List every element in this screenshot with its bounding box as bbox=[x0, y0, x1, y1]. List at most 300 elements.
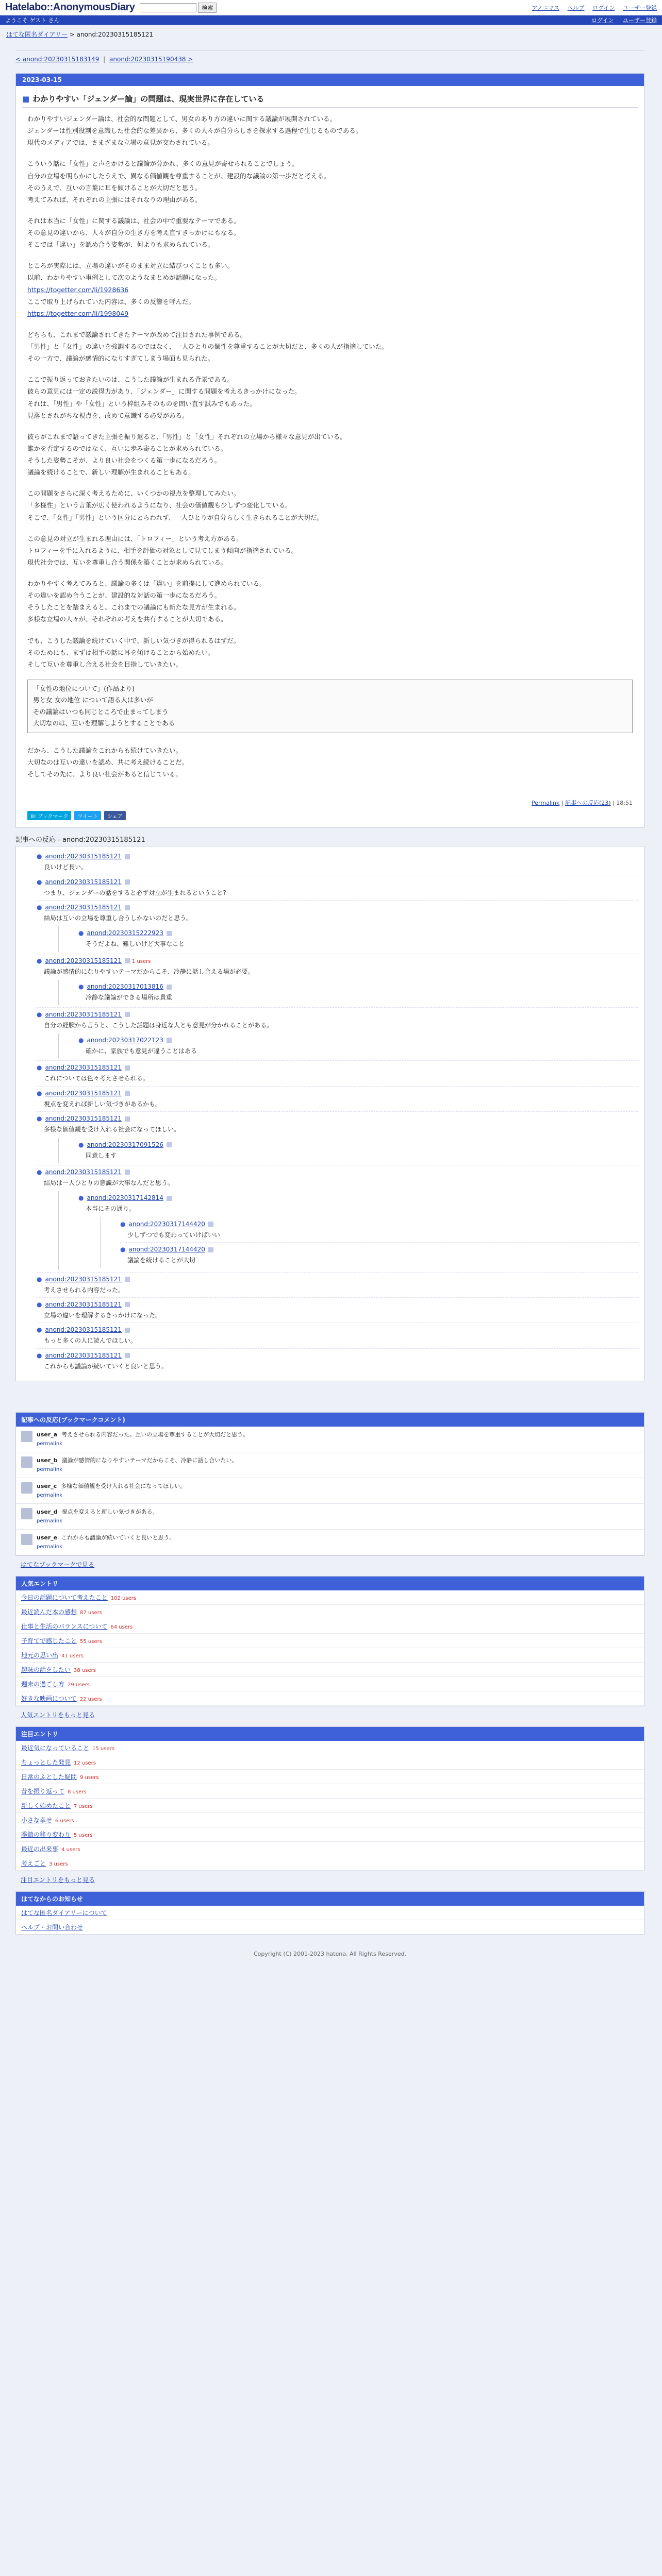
bullet-icon: ● bbox=[78, 1141, 84, 1148]
bullet-icon: ● bbox=[78, 983, 84, 991]
user-avatar[interactable] bbox=[21, 1456, 32, 1468]
comment-link[interactable]: anond:20230315185121 bbox=[45, 1089, 122, 1097]
comment-body: 立場の違いを理解するきっかけになった。 bbox=[44, 1311, 162, 1319]
comment-body: 結局は一人ひとりの意識が大事なんだと思う。 bbox=[44, 1179, 174, 1187]
comment-link[interactable]: anond:20230315185121 bbox=[45, 1351, 122, 1359]
breadcrumb bbox=[0, 25, 662, 44]
notable-item bbox=[16, 1784, 644, 1799]
body-line: その一方で、議論が感情的になりすぎてしまう場面も見られた。 bbox=[27, 354, 214, 363]
comment-title bbox=[37, 1301, 638, 1308]
comment-title bbox=[78, 983, 638, 990]
body-line: それは本当に「女性」に関する議論は、社会の中で重要なテーマである。 bbox=[27, 216, 240, 225]
bookmark-user[interactable]: user_d bbox=[37, 1509, 58, 1516]
comment-link[interactable]: anond:20230315185121 bbox=[45, 957, 122, 964]
body-line: 彼らがこれまで語ってきた主張を振り返ると、「男性」と「女性」それぞれの立場から様々な意見が出ている。 bbox=[27, 432, 346, 440]
bookmark-meta[interactable]: permalink bbox=[37, 1518, 62, 1524]
user-count[interactable]: 12 users bbox=[74, 1760, 96, 1767]
breadcrumb-current: anond:20230315185121 bbox=[76, 31, 154, 38]
comment-title bbox=[37, 1168, 638, 1176]
notable-link[interactable]: 最近気になっていること bbox=[21, 1744, 90, 1752]
comment-title bbox=[78, 929, 638, 937]
body-line: この意見の対立が生まれる理由には、「トロフィー」という考え方がある。 bbox=[27, 534, 243, 543]
bullet-icon: ● bbox=[120, 1220, 126, 1228]
body-line: そして互いを尊重し合える社会を目指していきたい。 bbox=[27, 660, 183, 668]
share-row bbox=[16, 811, 644, 827]
comment bbox=[37, 875, 638, 900]
popular-more-link[interactable]: 人気エントリをもっと見る bbox=[21, 1711, 95, 1719]
bookmark-icon[interactable] bbox=[167, 985, 172, 990]
body-line: でも、こうした議論を続けていく中で、新しい気づきが得られるはずだ。 bbox=[27, 636, 240, 645]
notable-item bbox=[16, 1741, 644, 1755]
popular-link[interactable]: 趣味の話をしたい bbox=[21, 1666, 71, 1674]
about-item[interactable] bbox=[16, 1906, 644, 1920]
comment-title bbox=[37, 904, 638, 911]
notable-more-link[interactable]: 注目エントリをもっと見る bbox=[21, 1876, 95, 1884]
comment-body: もっと多くの人に読んでほしい。 bbox=[44, 1337, 137, 1345]
user-count[interactable]: 102 users bbox=[110, 1596, 137, 1602]
comment bbox=[37, 954, 638, 1007]
body-line: 考えてみれば、それぞれの主張にはそれなりの理由がある。 bbox=[27, 195, 202, 204]
bookmark-icon[interactable] bbox=[125, 854, 130, 859]
bookmark-icon[interactable] bbox=[125, 1277, 130, 1282]
body-line: 現代社会では、互いを尊重し合う関係を築くことが求められている。 bbox=[27, 558, 227, 566]
about-box bbox=[15, 1891, 644, 1935]
about-link-0[interactable]: はてな匿名ダイアリーについて bbox=[21, 1909, 107, 1917]
notable-link[interactable]: 考えごと bbox=[21, 1860, 46, 1868]
entry-title bbox=[22, 93, 638, 108]
body-line: わかりやすく考えてみると、議論の多くは「違い」を前提にして進められている。 bbox=[27, 580, 266, 587]
comment-body: 本当にその通り。 bbox=[86, 1205, 136, 1213]
comment-link[interactable]: anond:20230317144420 bbox=[128, 1220, 205, 1228]
body-line: 「多様性」という言葉が広く使われるようになり、社会の価値観も少しずつ変化している。 bbox=[27, 501, 292, 510]
bookmark-icon[interactable] bbox=[125, 1091, 130, 1096]
comment-replies bbox=[58, 980, 638, 1005]
comment-link[interactable]: anond:20230315185121 bbox=[45, 904, 122, 911]
body-line: わかりやすいジェンダー論は、社会的な問題として、男女のあり方の違いに関する議論が展開されている。 bbox=[27, 115, 337, 123]
comment-replies bbox=[58, 926, 638, 951]
comment bbox=[120, 1217, 638, 1242]
bullet-icon: ● bbox=[37, 853, 42, 860]
notable-link[interactable]: 小さな幸せ bbox=[21, 1817, 53, 1824]
user-count[interactable]: 29 users bbox=[68, 1682, 90, 1688]
bookmark-meta[interactable]: permalink bbox=[37, 1440, 62, 1447]
closing-paragraph bbox=[27, 744, 633, 780]
bookmark-meta[interactable]: permalink bbox=[37, 1466, 62, 1472]
bookmark-user[interactable]: user_c bbox=[37, 1483, 57, 1490]
bullet-icon: ● bbox=[37, 957, 42, 964]
about-item[interactable] bbox=[16, 1920, 644, 1935]
body-paragraph bbox=[27, 260, 633, 319]
bookmark-icon[interactable] bbox=[167, 1142, 172, 1147]
notable-item bbox=[16, 1799, 644, 1813]
entry-anchor-icon[interactable]: ■ bbox=[22, 94, 30, 104]
popular-link[interactable]: 今日の話題について考えたこと bbox=[21, 1594, 108, 1602]
comment-link[interactable]: anond:20230315185121 bbox=[45, 1064, 122, 1072]
popular-title: 人気エントリ bbox=[16, 1577, 644, 1590]
bullet-icon: ● bbox=[120, 1246, 126, 1253]
notable-link[interactable]: 最近の出来事 bbox=[21, 1845, 59, 1853]
popular-item bbox=[16, 1691, 644, 1706]
closing-line: 大切なのは互いの違いを認め、共に考え続けることだ。 bbox=[27, 758, 189, 766]
body-line: トロフィーを手に入れるように、相手を評価の対象として見てしまう傾向が指摘されている。 bbox=[27, 546, 298, 554]
bookmark-icon[interactable] bbox=[125, 1328, 130, 1333]
body-paragraph bbox=[27, 578, 633, 625]
quote-line: 「女性の地位について」(作品より) bbox=[33, 684, 135, 692]
body-line: そのためにも、まずは相手の話に耳を傾けることから始めたい。 bbox=[27, 648, 214, 656]
body-line: ところが実際には、立場の違いがそのまま対立に結びつくことも多い。 bbox=[27, 262, 234, 270]
comment-replies bbox=[58, 1191, 638, 1269]
user-avatar[interactable] bbox=[21, 1534, 32, 1545]
comment bbox=[78, 1191, 638, 1269]
popular-item bbox=[16, 1605, 644, 1619]
user-count[interactable]: 87 users bbox=[80, 1610, 102, 1616]
bookmark-icon[interactable] bbox=[167, 931, 172, 936]
body-paragraph bbox=[27, 215, 633, 250]
comment-title bbox=[37, 1115, 638, 1122]
body-paragraph bbox=[27, 374, 633, 421]
body-paragraph bbox=[27, 431, 633, 479]
bookmark-user[interactable]: user_b bbox=[37, 1457, 58, 1464]
permalink-link[interactable]: Permalink bbox=[532, 800, 560, 807]
hatena-bookmark-button[interactable]: B! ブックマーク bbox=[27, 811, 71, 820]
user-avatar[interactable] bbox=[21, 1482, 32, 1494]
user-count[interactable]: 3 users bbox=[49, 1861, 68, 1868]
about-title: はてなからのお知らせ bbox=[16, 1892, 644, 1906]
top-link-help[interactable]: ヘルプ bbox=[567, 4, 585, 11]
comment-title bbox=[37, 878, 638, 886]
comment bbox=[78, 926, 638, 951]
tweet-button[interactable]: ツイート bbox=[74, 811, 101, 820]
user-count[interactable]: 7 users bbox=[74, 1804, 93, 1810]
top-bar bbox=[0, 0, 662, 15]
comment bbox=[37, 1060, 638, 1086]
bullet-icon: ● bbox=[78, 1036, 84, 1044]
notable-item bbox=[16, 1856, 644, 1871]
body-paragraph bbox=[27, 635, 633, 670]
comment-body: 結局は互いの立場を尊重し合うしかないのだと思う。 bbox=[44, 914, 193, 922]
bookmark-item bbox=[16, 1530, 644, 1555]
search-input[interactable] bbox=[140, 3, 196, 12]
welcome-text: ようこそ ゲスト さん bbox=[5, 17, 60, 24]
comment-title bbox=[37, 1352, 638, 1359]
body-line: 見落とされがちな視点を、改めて意識する必要がある。 bbox=[27, 411, 189, 419]
site-logo[interactable]: Hatelabo::AnonymousDiary bbox=[5, 2, 135, 13]
body-line: そのうえで、互いの言葉に耳を傾けることが大切だと思う。 bbox=[27, 183, 202, 192]
body-paragraph bbox=[27, 533, 633, 568]
comment bbox=[37, 1348, 638, 1374]
body-line: 以前、わかりやすい事例として次のようなまとめが話題になった。 bbox=[27, 274, 221, 282]
notable-link[interactable]: 昔を振り返って bbox=[21, 1788, 65, 1795]
user-count[interactable]: 9 users bbox=[80, 1775, 99, 1781]
bookmark-icon[interactable] bbox=[125, 1012, 130, 1017]
bookmark-text: 議論が感情的になりやすいテーマだからこそ、冷静に話し合いたい。 bbox=[61, 1457, 238, 1464]
popular-link[interactable]: 週末の過ごし方 bbox=[21, 1681, 65, 1688]
bookmark-icon[interactable] bbox=[167, 1038, 172, 1043]
comment-link[interactable]: anond:20230317091526 bbox=[87, 1141, 163, 1148]
body-line: 「男性」と「女性」の違いを強調するのではなく、一人ひとりの個性を尊重することが大切だと、多くの人が指摘していた。 bbox=[27, 343, 388, 350]
body-line: そうしたことを踏まえると、これまでの議論にも新たな見方が生まれる。 bbox=[27, 603, 240, 612]
user-count[interactable]: 8 users bbox=[68, 1789, 87, 1795]
bookmark-meta[interactable]: permalink bbox=[37, 1544, 62, 1550]
about-link-1[interactable]: ヘルプ・お問い合わせ bbox=[21, 1924, 84, 1931]
comment bbox=[120, 1242, 638, 1267]
body-paragraph bbox=[27, 487, 633, 523]
comment-body: 視点を変えれば新しい気づきがあるかも。 bbox=[44, 1100, 162, 1108]
popular-link[interactable]: 地元の思い出 bbox=[21, 1652, 59, 1659]
comment-link[interactable]: anond:20230315185121 bbox=[45, 1168, 122, 1176]
comment bbox=[37, 1272, 638, 1297]
entry-body bbox=[16, 113, 644, 794]
body-line: 現代のメディアでは、さまざまな立場の意見が交わされている。 bbox=[27, 139, 214, 147]
body-line: こういう話に「女性」と声をかけると議論が分かれ、多くの意見が寄せられることでしょう。 bbox=[27, 160, 299, 168]
bullet-icon: ● bbox=[37, 1351, 42, 1359]
comments-section-title: 記事への反応 - anond:20230315185121 bbox=[15, 836, 145, 844]
popular-link[interactable]: 好きな映画について bbox=[21, 1695, 77, 1703]
bookmark-user[interactable]: user_e bbox=[37, 1534, 58, 1541]
notable-item bbox=[16, 1827, 644, 1842]
nav-login[interactable]: ログイン bbox=[591, 17, 614, 24]
users-badge[interactable]: 1 users bbox=[131, 958, 151, 964]
bullet-icon: ● bbox=[78, 929, 84, 937]
comment-body: 考えさせられる内容だった。 bbox=[44, 1286, 125, 1294]
bullet-icon: ● bbox=[37, 878, 42, 886]
comment-replies bbox=[58, 1138, 638, 1163]
breadcrumb-home[interactable]: はてな匿名ダイアリー bbox=[6, 31, 68, 38]
comment-body: 自分の経験から言うと、こうした話題は身近な人とも意見が分かれることがある。 bbox=[44, 1021, 273, 1029]
comment-body: 少しずつでも変わっていけばいい bbox=[127, 1231, 220, 1239]
bookmark-icon[interactable] bbox=[125, 1116, 130, 1122]
bullet-icon: ● bbox=[37, 1089, 42, 1097]
body-line: ここで振り返っておきたいのは、こうした議論が生まれる背景である。 bbox=[27, 376, 234, 384]
quote-line: 大切なのは、互いを理解しようとすることである bbox=[33, 719, 175, 727]
comment bbox=[37, 900, 638, 954]
comment bbox=[37, 1111, 638, 1165]
nav-bar bbox=[0, 15, 662, 25]
user-count[interactable]: 15 users bbox=[92, 1746, 114, 1752]
body-line: ジェンダーは性別役割を意識した社会的な差異から、多くの人々が自分らしさを探求する過程で生じるものである。 bbox=[27, 127, 362, 135]
day-date: 2023-03-15 bbox=[16, 74, 644, 86]
entry-time: 18:51 bbox=[616, 800, 633, 807]
bullet-icon: ● bbox=[37, 1064, 42, 1072]
popular-item bbox=[16, 1590, 644, 1605]
bookmark-icon[interactable] bbox=[125, 1353, 130, 1358]
user-count[interactable]: 38 users bbox=[74, 1668, 96, 1674]
bookmark-icon[interactable] bbox=[208, 1247, 213, 1252]
closing-line: だから、こうした議論をこれからも続けていきたい。 bbox=[27, 746, 183, 754]
body-line: 誰かを否定するのではなく、互いに歩み寄ることが求められている。 bbox=[27, 444, 227, 452]
user-count[interactable]: 64 users bbox=[110, 1624, 133, 1631]
user-avatar[interactable] bbox=[21, 1431, 32, 1442]
bookmark-icon[interactable] bbox=[125, 1065, 130, 1071]
bookmark-icon[interactable] bbox=[125, 1170, 130, 1175]
notable-link[interactable]: 日常のふとした疑問 bbox=[21, 1773, 77, 1781]
comment-body: つまり、ジェンダーの話をすると必ず対立が生まれるということ? bbox=[44, 889, 226, 896]
search-button[interactable]: 検索 bbox=[198, 3, 217, 13]
notable-link[interactable]: ちょっとした発見 bbox=[21, 1759, 71, 1767]
notable-link[interactable]: 季節の移り変わり bbox=[21, 1831, 71, 1839]
comment-link[interactable]: anond:20230315185121 bbox=[45, 1010, 122, 1018]
comment-link[interactable]: anond:20230315185121 bbox=[45, 1300, 122, 1308]
comment-body: そうだよね、難しいけど大事なこと bbox=[86, 940, 185, 948]
body-line: ここで取り上げられていた内容は、多くの反響を呼んだ。 bbox=[27, 297, 195, 306]
body-line: そこで、「女性」「男性」という区分にとらわれず、一人ひとりが自分らしく生きられることが大切だ。 bbox=[27, 513, 323, 521]
comment-link[interactable]: anond:20230315185121 bbox=[45, 853, 122, 860]
bookmark-icon[interactable] bbox=[167, 1196, 172, 1201]
bookmark-icon[interactable] bbox=[125, 958, 130, 963]
body-link[interactable]: https://togetter.com/li/1928636 bbox=[27, 285, 129, 294]
bullet-icon: ● bbox=[37, 1275, 42, 1283]
comment bbox=[78, 1138, 638, 1163]
bullet-icon: ● bbox=[37, 1300, 42, 1308]
comment-title bbox=[37, 957, 638, 964]
notable-item bbox=[16, 1755, 644, 1770]
body-line: そうした姿勢こそが、より良い社会をつくる第一歩になるだろう。 bbox=[27, 456, 221, 464]
top-links bbox=[525, 4, 657, 12]
comment-title bbox=[37, 1064, 638, 1071]
popular-item bbox=[16, 1634, 644, 1648]
body-line: この問題をさらに深く考えるために、いくつかの視点を整理してみたい。 bbox=[27, 489, 240, 498]
user-count[interactable]: 41 users bbox=[61, 1653, 84, 1659]
user-count[interactable]: 4 users bbox=[61, 1847, 80, 1853]
notable-item bbox=[16, 1842, 644, 1856]
bookmark-icon[interactable] bbox=[125, 879, 130, 885]
body-link[interactable]: https://togetter.com/li/1998049 bbox=[27, 309, 129, 317]
body-paragraph bbox=[27, 113, 633, 148]
top-link-register[interactable]: ユーザー登録 bbox=[623, 4, 657, 11]
prev-entry-link[interactable]: < anond:20230315183149 bbox=[15, 56, 100, 63]
comment-link[interactable]: anond:20230317022123 bbox=[87, 1036, 163, 1044]
bookmarks-title: 記事への反応(ブックマークコメント) bbox=[16, 1413, 644, 1427]
entry-nav-sep: | bbox=[103, 56, 106, 63]
comment-link[interactable]: anond:20230317013816 bbox=[87, 983, 163, 991]
comment-body: 多様な価値観を受け入れる社会になってほしい。 bbox=[44, 1126, 180, 1133]
comment-link[interactable]: anond:20230315185121 bbox=[45, 1326, 122, 1334]
quote-box bbox=[27, 680, 633, 733]
comment-replies bbox=[100, 1217, 638, 1268]
bullet-icon: ● bbox=[37, 1115, 42, 1123]
comment-link[interactable]: anond:20230315185121 bbox=[45, 878, 122, 886]
bookmark-text: 考えさせられる内容だった。互いの立場を尊重することが大切だと思う。 bbox=[61, 1431, 249, 1438]
comment-link[interactable]: anond:20230315185121 bbox=[45, 1275, 122, 1283]
bullet-icon: ● bbox=[78, 1194, 84, 1202]
bookmark-icon[interactable] bbox=[125, 1302, 130, 1307]
comment-title bbox=[120, 1246, 638, 1253]
notable-item bbox=[16, 1813, 644, 1827]
nav-register[interactable]: ユーザー登録 bbox=[623, 17, 657, 24]
user-avatar[interactable] bbox=[21, 1508, 32, 1519]
closing-line: そしてその先に、より良い社会があると信じている。 bbox=[27, 770, 183, 778]
body-line: そこでは「違い」を認め合う姿勢が、何よりも求められている。 bbox=[27, 241, 214, 249]
comment bbox=[37, 1323, 638, 1348]
comment-body: これからも議論が続いていくと良いと思う。 bbox=[44, 1362, 168, 1370]
comment-title bbox=[37, 1326, 638, 1333]
bullet-icon: ● bbox=[37, 1326, 42, 1334]
body-line: 自分の立場を明らかにしたうえで、異なる価値観を尊重することが、建設的な議論の第一歩だと考える。 bbox=[27, 172, 330, 180]
user-count[interactable]: 55 users bbox=[80, 1639, 102, 1645]
popular-item bbox=[16, 1677, 644, 1691]
popular-link[interactable]: 子育てで感じたこと bbox=[21, 1637, 77, 1645]
comment-body: 良いけど長い。 bbox=[44, 863, 88, 871]
quote-line: 男と女 女の地位 について語る人は多いが bbox=[33, 696, 153, 704]
top-link-login[interactable]: ログイン bbox=[592, 4, 615, 11]
next-entry-link[interactable]: anond:20230315190438 > bbox=[109, 56, 193, 63]
bookmarks-box bbox=[15, 1412, 644, 1556]
comment-body: これについては色々考えさせられる。 bbox=[44, 1075, 149, 1082]
notable-box bbox=[15, 1726, 644, 1871]
comment-link[interactable]: anond:20230317142814 bbox=[87, 1194, 163, 1202]
bookmark-icon[interactable] bbox=[125, 905, 130, 910]
body-line: 彼らの意見には一定の説得力があり、「ジェンダー」に関する問題を考えるきっかけになった。 bbox=[27, 387, 301, 396]
body-paragraph bbox=[27, 329, 633, 364]
comment bbox=[78, 1033, 638, 1058]
comments-thread bbox=[15, 846, 644, 1381]
comment bbox=[37, 1007, 638, 1061]
facebook-share-button[interactable]: シェア bbox=[104, 811, 126, 820]
comment-link[interactable]: anond:20230315185121 bbox=[45, 1115, 122, 1123]
bullet-icon: ● bbox=[37, 1010, 42, 1018]
body-paragraph bbox=[27, 158, 633, 206]
bookmark-item bbox=[16, 1478, 644, 1504]
entry-footer: Permalink | 記事への反応(23) | 18:51 bbox=[532, 800, 633, 807]
popular-link[interactable]: 仕事と生活のバランスについて bbox=[21, 1623, 108, 1631]
comment-link[interactable]: anond:20230315222923 bbox=[87, 929, 163, 937]
notable-link[interactable]: 新しく始めたこと bbox=[21, 1802, 71, 1810]
comment-title bbox=[78, 1037, 638, 1044]
comment-title bbox=[78, 1194, 638, 1201]
comment-body: 同意します bbox=[86, 1151, 117, 1159]
comment-link[interactable]: anond:20230317144420 bbox=[128, 1246, 205, 1253]
comment bbox=[78, 980, 638, 1005]
bookmark-user[interactable]: user_a bbox=[37, 1431, 58, 1438]
quote-line: その議論はいつも同じところで止まってしまう bbox=[33, 707, 169, 716]
popular-link[interactable]: 最近読んだ本の感想 bbox=[21, 1608, 77, 1616]
comment bbox=[37, 1086, 638, 1111]
user-count[interactable]: 5 users bbox=[74, 1833, 93, 1839]
page-footer: Copyright (C) 2001-2023 hatena. All Rights Reserved. bbox=[254, 1951, 406, 1958]
entry-nav bbox=[15, 50, 644, 68]
body-line: どちらも、これまで議論されてきたテーマが改めて注目された事例である。 bbox=[27, 330, 247, 338]
bookmark-text: これからも議論が続いていくと良いと思う。 bbox=[61, 1534, 175, 1541]
bookmark-item bbox=[16, 1452, 644, 1478]
body-line: その違いを認め合うことが、建設的な対話の第一歩になるだろう。 bbox=[27, 591, 221, 600]
comments-count-link[interactable]: 記事への反応(23) bbox=[565, 800, 611, 807]
comment-title bbox=[120, 1221, 638, 1228]
top-link-anonymous[interactable]: アノニマス bbox=[532, 4, 560, 11]
body-line: その意見の違いから、人々が自分の生き方を考え直すきっかけにもなる。 bbox=[27, 229, 240, 236]
user-count[interactable]: 6 users bbox=[55, 1818, 74, 1824]
bookmark-item bbox=[16, 1504, 644, 1530]
popular-item bbox=[16, 1663, 644, 1677]
popular-box bbox=[15, 1576, 644, 1706]
bookmark-icon[interactable] bbox=[208, 1222, 213, 1227]
breadcrumb-sep: > bbox=[67, 31, 77, 38]
user-count[interactable]: 22 users bbox=[79, 1697, 102, 1703]
bookmark-item bbox=[16, 1427, 644, 1452]
day-section bbox=[15, 73, 644, 828]
bookmarks-more-link[interactable]: はてなブックマークで見る bbox=[21, 1561, 95, 1569]
entry-title-text: わかりやすい「ジェンダー論」の問題は、現実世界に存在している bbox=[32, 94, 264, 104]
body-line: 議論を続けることで、新しい理解が生まれることもある。 bbox=[27, 468, 195, 477]
popular-item bbox=[16, 1648, 644, 1663]
comment-body: 議論を続けることが大切 bbox=[127, 1257, 196, 1264]
comment bbox=[37, 850, 638, 874]
comment bbox=[37, 1165, 638, 1272]
comment bbox=[37, 1297, 638, 1323]
comment-replies bbox=[58, 1033, 638, 1058]
notable-item bbox=[16, 1770, 644, 1784]
bookmark-meta[interactable]: permalink bbox=[37, 1492, 62, 1498]
comment-title bbox=[37, 853, 638, 860]
